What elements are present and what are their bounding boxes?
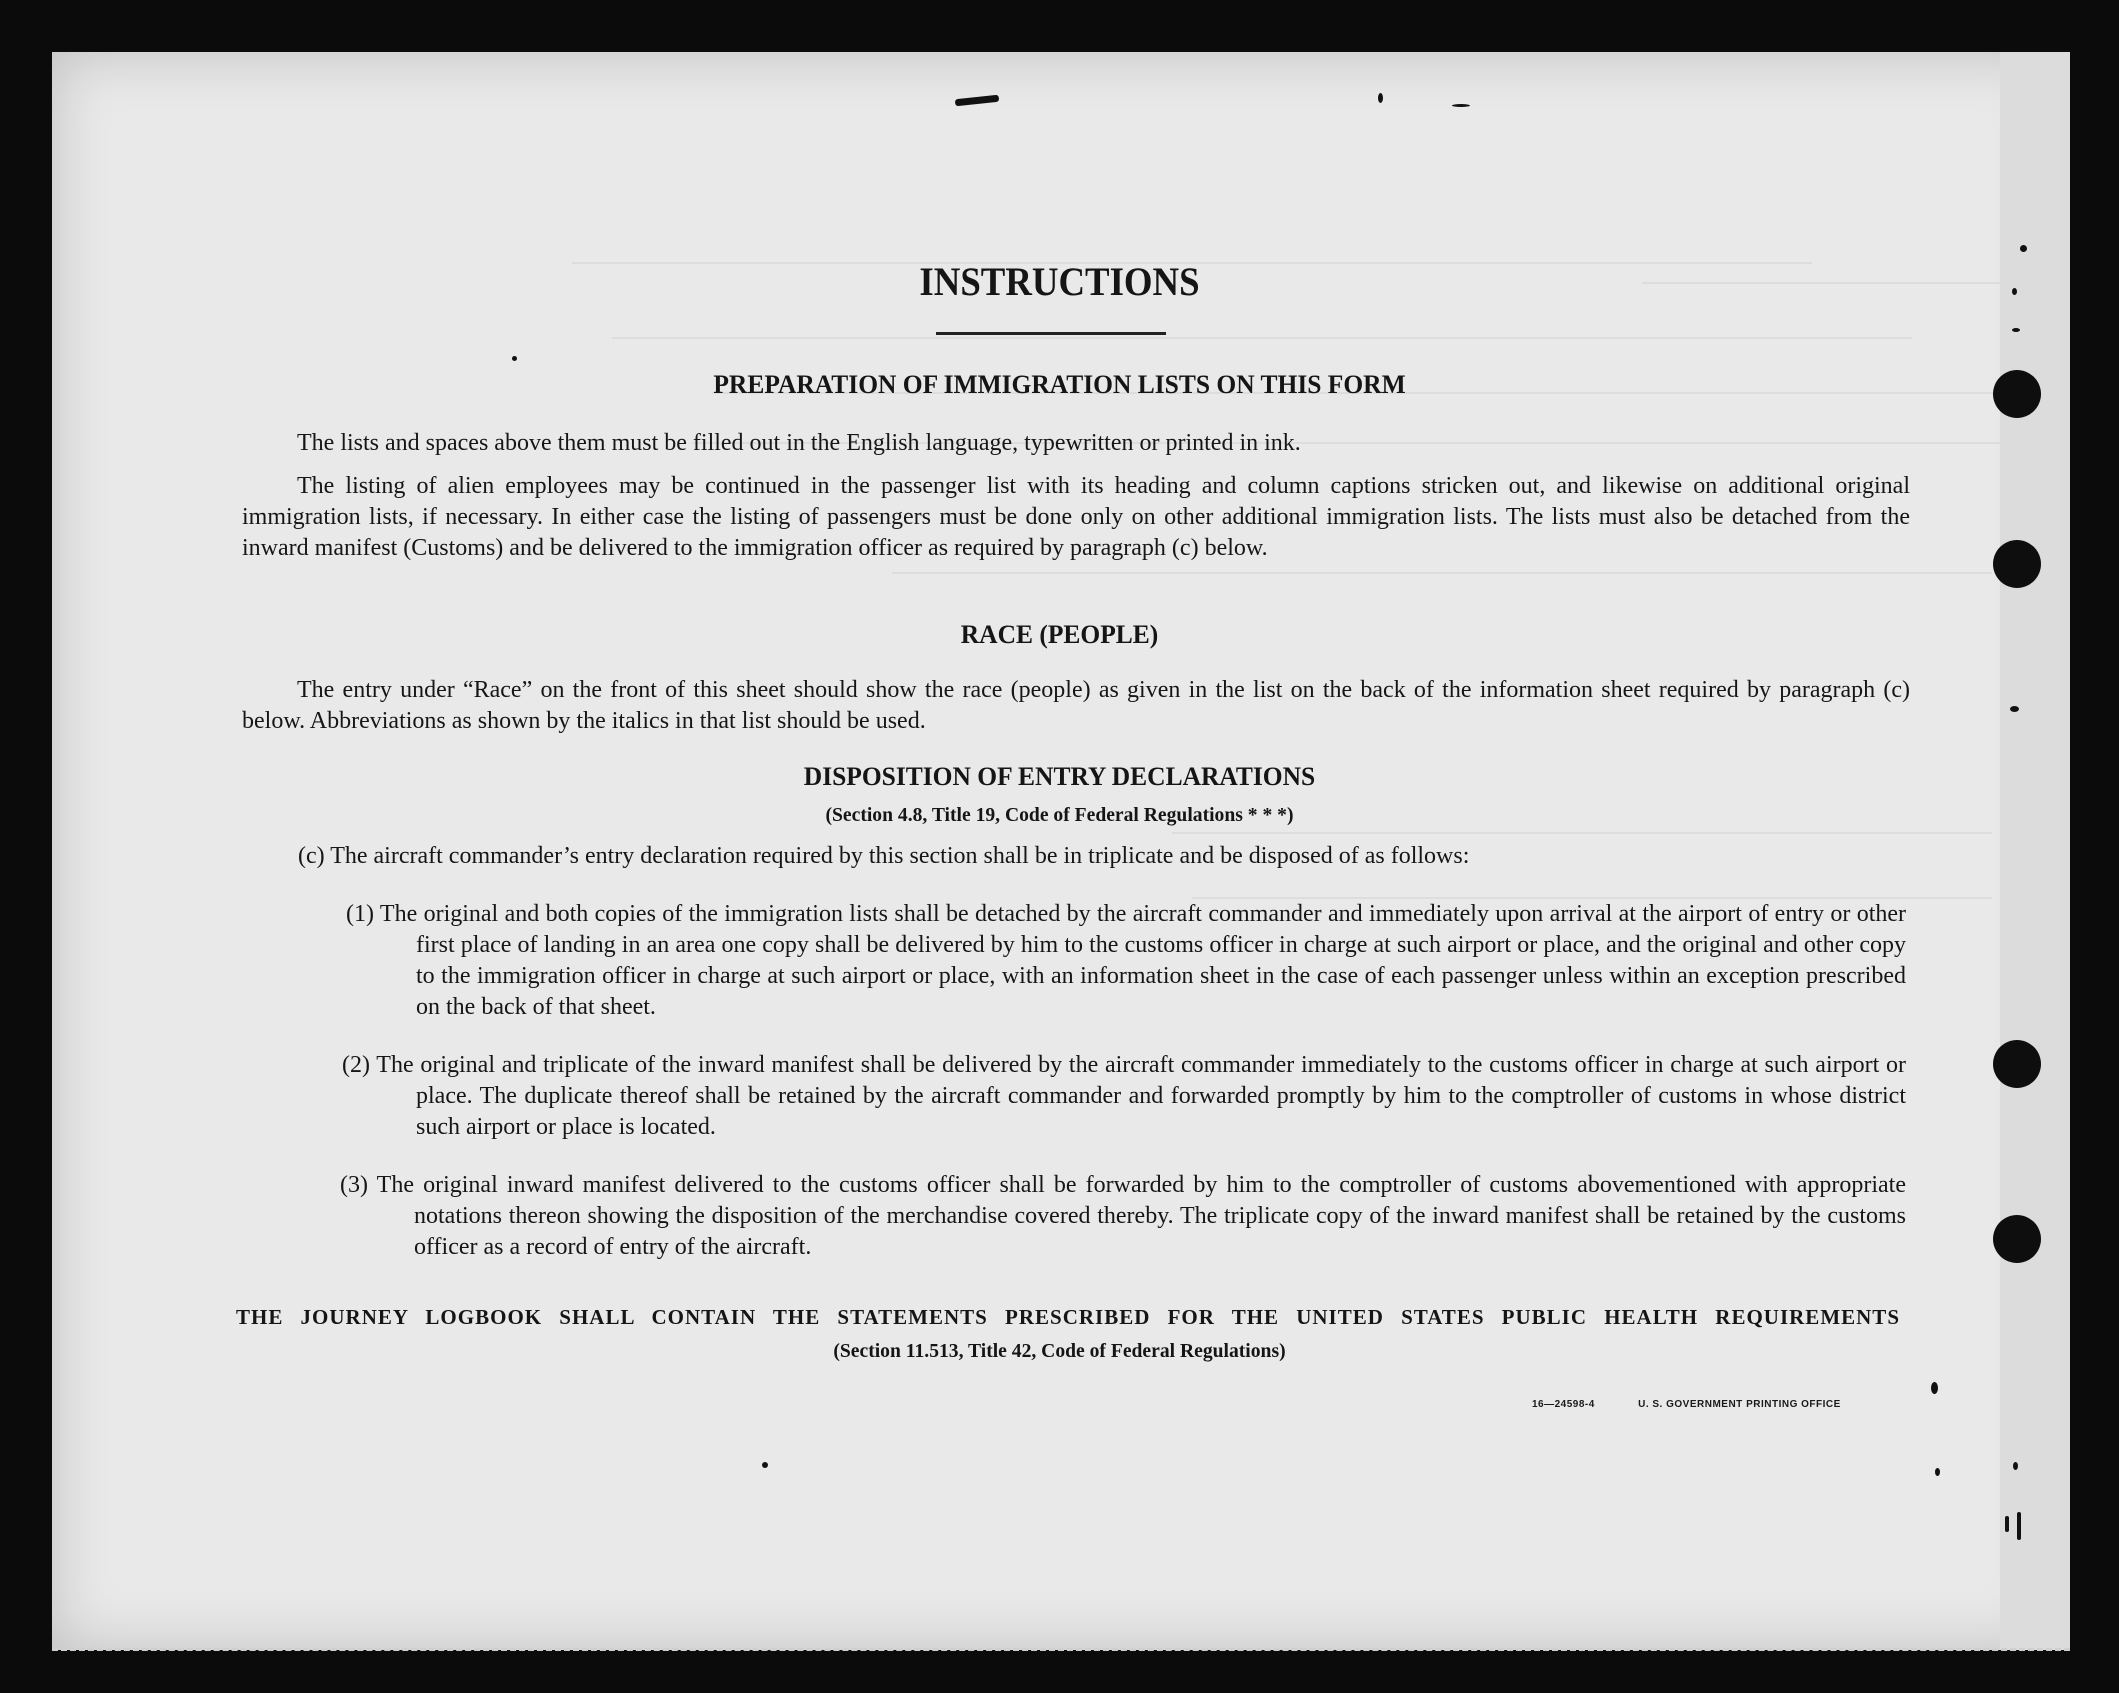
footer-citation: (Section 11.513, Title 42, Code of Federal Regulations)	[833, 1340, 1286, 1362]
ink-speck	[1452, 104, 1470, 107]
page-title: INSTRUCTIONS	[919, 259, 1200, 304]
ink-speck	[512, 356, 517, 361]
printer-imprint	[1532, 1399, 1841, 1410]
section-heading-disposition: DISPOSITION OF ENTRY DECLARATIONS	[803, 762, 1316, 791]
ink-speck	[1931, 1382, 1938, 1394]
paragraph: The lists and spaces above them must be filled out in the English language, typewritten or printed in ink.	[297, 430, 1301, 456]
paragraph-intro: (c) The aircraft commander’s entry declaration required by this section shall be in triplicate and be disposed of as follows:	[298, 843, 1470, 869]
bottom-edge-dashes	[52, 1648, 2070, 1651]
ink-speck	[2017, 1512, 2021, 1540]
list-item: (1) The original and both copies of the immigration lists shall be detached by the aircraft commander and immediately upon arrival at the airport of entry or other first place of landing in an area one copy shall be delivered by him to the customs officer in charge at such airport or place, and the original and other copy to the immigration officer in charge at such airport or place, with an information sheet in the case of each passenger unless within an exception prescribed on the back of that sheet.	[346, 901, 1906, 1020]
ink-speck	[762, 1462, 768, 1468]
ink-speck	[2010, 706, 2019, 712]
list-item: (3) The original inward manifest delivered to the customs officer shall be forwarded by him to the comptroller of customs abovementioned with appropriate notations thereon showing the disposition of the merchandise covered thereby. The triplicate copy of the inward manifest shall be retained by the customs officer as a record of entry of the aircraft.	[340, 1172, 1906, 1260]
ink-speck	[2012, 328, 2020, 332]
list-item: (2) The original and triplicate of the inward manifest shall be delivered by the aircraft commander immediately to the customs officer in charge at such airport or place. The duplicate thereof shall be retained by the aircraft commander and forwarded promptly by him to the comptroller of customs in whose district such airport or place is located.	[342, 1052, 1906, 1140]
paragraph: The entry under “Race” on the front of this sheet should show the race (people) as given in the list on the back of the information sheet required by paragraph (c) below. Abbreviations as shown by the italics in that list should be used.	[242, 677, 1910, 734]
ink-speck	[2005, 1516, 2009, 1532]
title-underline	[936, 332, 1166, 335]
printer-name: U. S. GOVERNMENT PRINTING OFFICE	[1638, 1399, 1841, 1410]
form-number: 16—24598-4	[1532, 1399, 1595, 1410]
ink-speck	[2020, 245, 2027, 252]
ink-speck	[2013, 1462, 2018, 1470]
ink-speck	[1378, 93, 1383, 103]
footer-statement: THE JOURNEY LOGBOOK SHALL CONTAIN THE STATEMENTS PRESCRIBED FOR THE UNITED STATES PUBLIC HEALTH REQUIREMENTS	[236, 1305, 1900, 1329]
punch-hole	[1993, 540, 2041, 588]
punch-hole	[1993, 1215, 2041, 1263]
ink-speck	[1935, 1468, 1940, 1476]
section-heading-preparation: PREPARATION OF IMMIGRATION LISTS ON THIS FORM	[713, 370, 1406, 399]
section-heading-race: RACE (PEOPLE)	[960, 620, 1159, 649]
section-citation: (Section 4.8, Title 19, Code of Federal Regulations * * *)	[825, 804, 1294, 826]
paragraph: The listing of alien employees may be continued in the passenger list with its heading and column captions stricken out, and likewise on additional original immigration lists, if necessary. In either case the listing of passengers must be done only on other additional immigration lists. The lists must also be detached from the inward manifest (Customs) and be delivered to the immigration officer as required by paragraph (c) below.	[242, 473, 1910, 561]
bleed-through-lines	[192, 132, 2052, 1650]
punch-hole	[1993, 1040, 2041, 1088]
